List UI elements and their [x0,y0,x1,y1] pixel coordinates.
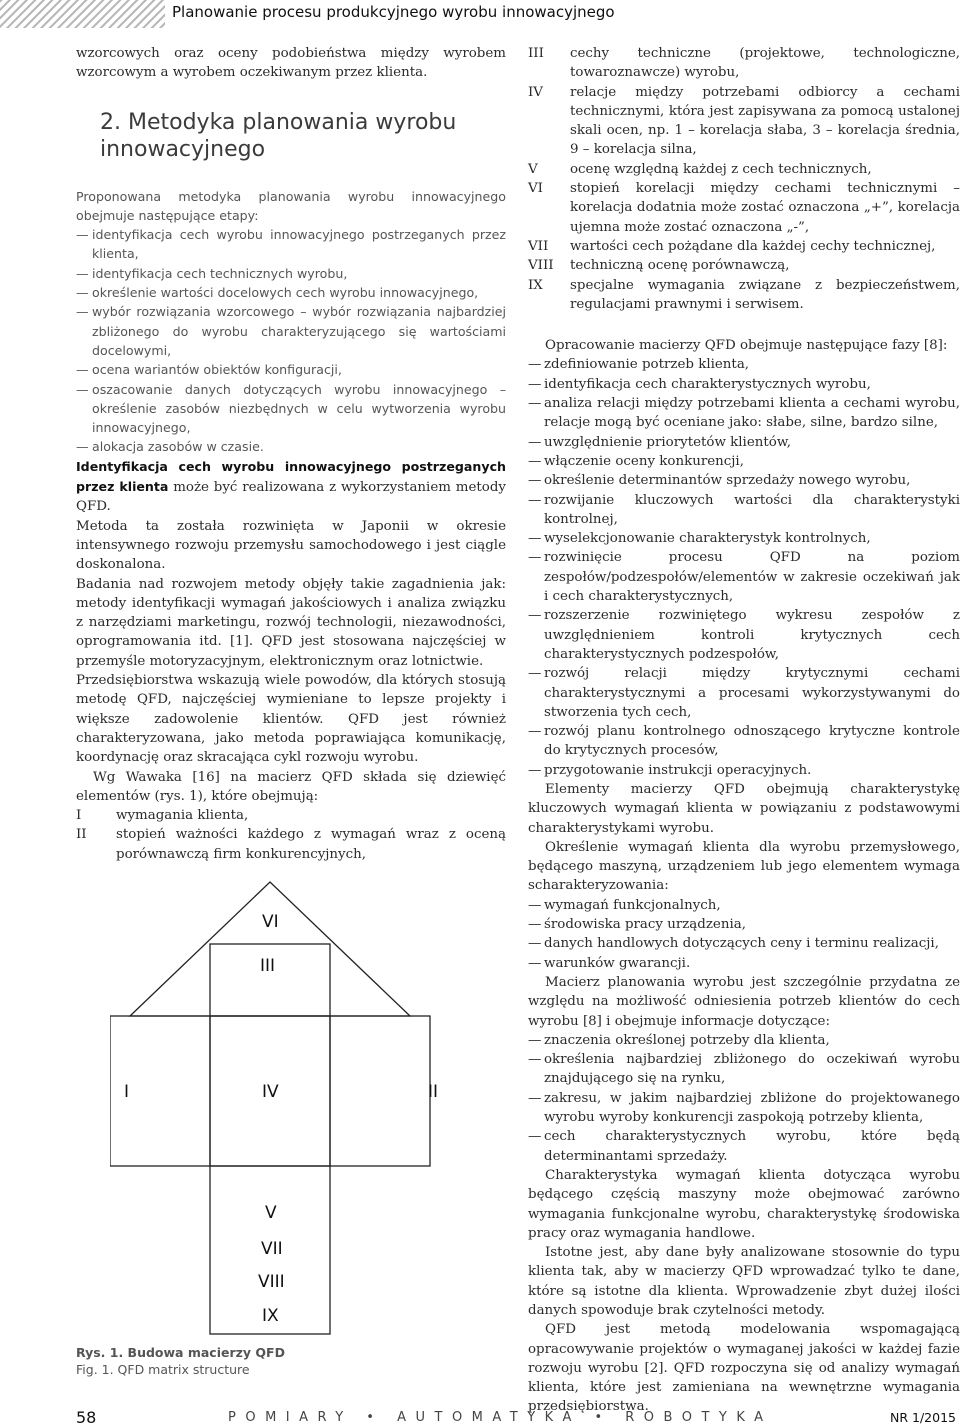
roman-item [528,256,960,275]
page-footer [0,1408,960,1428]
important-paragraph: Istotne jest, aby dane były analizowane stosownie do typu klienta tak, aby w macierzy QFD wprowadzać tylko te dane, które są istotne dla klienta. Wprowadzenie zbyt dużej ilości danych spowoduje brak czytelności metody. [528,1245,960,1318]
requirement-item: — wymagań funkcjonalnych, [528,896,960,915]
phase-item: — przygotowanie instrukcji operacyjnych. [528,761,960,780]
issue-number: NR 1/2015 [890,1410,956,1425]
phase-item: — rozwinięcie procesu QFD na poziom zespołów/podzespołów/elementów w zakresie oczekiwań jak i cech charakterystycznych, [528,548,960,606]
roman-text: ocenę względną każdej z cech technicznych, [570,161,872,177]
roman-text: cechy techniczne (projektowe, technologiczne, towaroznawcze) wyrobu, [570,46,960,81]
running-title: Planowanie procesu produkcyjnego wyrobu innowacyjnego [172,3,615,21]
qfd-house-figure [110,878,470,1343]
phase-item: — określenie determinantów sprzedaży nowego wyrobu, [528,471,960,490]
step-item: — ocena wariantów obiektów konfiguracji, [76,360,506,379]
label-v: V [265,1203,277,1223]
roman-item [528,44,960,83]
phase-item: — zdefiniowanie potrzeb klienta, [528,355,960,374]
left-column [76,44,506,864]
step-item: — określenie wartości docelowych cech wyrobu innowacyjnego, [76,283,506,302]
step-item: — alokacja zasobów w czasie. [76,437,506,456]
phase-item: — rozszerzenie rozwiniętego wykresu zespołów z uwzględnieniem kontroli krytycznych cech charakterystycznych podzespołów, [528,606,960,664]
header-hatch-decoration [0,0,165,28]
section-title-line-1: 2. Metodyka planowania wyrobu [100,109,457,135]
phase-item: — włączenie oceny konkurencji, [528,452,960,471]
roman-text: wartości cech pożądane dla każdej cechy technicznej, [570,238,936,254]
requirements-intro: Określenie wymagań klienta dla wyrobu przemysłowego, będącego maszyną, urządzeniem lub jego elementem wymaga scharakteryzowania: [528,839,960,894]
label-iii: III [260,956,276,976]
phase-item: — identyfikacja cech charakterystycznych wyrobu, [528,375,960,394]
band-iii [210,944,330,1016]
paragraph-2: Badania nad rozwojem metody objęły takie zagadnienia jak: metody identyfikacji wymagań jakościowych i analiza związku z narzędziami marketingu, rozwój technologii, niezawodności, oprogramowania itd. [1]. QFD jest stosowana najczęściej w przemyśle motoryzacyjnym, elektronicznym oraz lotnictwie. [76,576,506,669]
matrix-item: — znaczenia określonej potrzeby dla klienta, [528,1031,960,1050]
label-vii: VII [261,1239,283,1259]
roman-text: stopień korelacji między cechami technicznymi – korelacja dodatnia może zostać oznaczona „+”, korelacja ujemna może zostać oznaczona „-”, [570,181,960,235]
label-iv: IV [262,1082,279,1102]
step-item: — wybór rozwiązania wzorcowego – wybór rozwiązania najbardziej zbliżonego do wyrobu charakteryzującego się wartościami docelowymi, [76,302,506,360]
roman-item [528,179,960,237]
roman-number: III [528,46,544,61]
phase-item: — rozwijanie kluczowych wartości dla charakterystyki kontrolnej, [528,491,960,530]
label-i: I [124,1082,130,1102]
roman-item [528,83,960,160]
phase-item: — analiza relacji między potrzebami klienta a cechami wyrobu, relacje mogą być oceniane jako: słabe, silne, bardzo silne, [528,394,960,433]
roman-number: IV [528,84,543,100]
roman-number: VI [528,181,543,197]
roof-outline [130,882,410,1016]
bold-heading-rest: może być realizowana z wykorzystaniem metody QFD. [76,480,506,515]
characteristics-paragraph: Charakterystyka wymagań klienta dotycząca wyrobu będącego częścią maszyny może obejmować zarówno wymagania funkcjonalne wyrobu, charakterystykę środowiska pracy oraz wymagania handlowe. [528,1167,960,1241]
requirement-item: — środowiska pracy urządzenia, [528,915,960,934]
phase-item: — wyselekcjonowanie charakterystyk kontrolnych, [528,529,960,548]
roman-number: II [76,827,87,843]
roman-item [528,160,960,179]
phase-item: — rozwój relacji między krytycznymi cechami charakterystycznymi a procesami wykorzystywanymi do stworzenia tych cech, [528,664,960,722]
qfd-heading-paragraph [76,457,506,517]
phase-item: — rozwój planu kontrolnego odnoszącego krytyczne kontrole do krytycznych procesów, [528,722,960,761]
page-number: 58 [76,1408,97,1427]
roman-number: I [76,808,82,824]
label-viii: VIII [258,1272,285,1292]
roman-item [528,237,960,256]
qfd-house-diagram [110,878,470,1343]
phases-intro: Opracowanie macierzy QFD obejmuje następujące fazy [8]: [545,338,948,354]
roman-number: V [528,161,538,177]
label-vi: VI [262,912,279,932]
paragraph-4: Wg Wawaka [16] na macierz QFD składa się dziewięć elementów (rys. 1), które obejmują: [76,769,506,804]
roman-text: relacje między potrzebami odbiorcy a cechami technicznymi, która jest zapisywana za pomocą ustalonej skali ocen, np. 1 – korelacja słaba, 3 – korelacja średnia, 9 – korelacja silna, [570,84,960,158]
roman-item [76,806,506,825]
matrix-item: — cech charakterystycznych wyrobu, które będą determinantami sprzedaży. [528,1127,960,1166]
caption-english: Fig. 1. QFD matrix structure [76,1362,250,1377]
matrix-paragraph: Macierz planowania wyrobu jest szczególnie przydatna ze względu na możliwość odniesienia potrzeb klientów do cech wyrobu [8] i obejmuje informacje dotyczące: [528,974,960,1029]
roman-text: wymagania klienta, [116,808,249,824]
paragraph-1: Metoda ta została rozwinięta w Japonii w okresie intensywnego rozwoju przemysłu samochodowego i jest ciągle doskonalona. [76,518,506,573]
label-ix: IX [262,1306,279,1326]
qfd-paragraph: QFD jest metodą modelowania wspomagającą opracowywanie projektów o wymaganej jakości w każdej fazie rozwoju wyrobu [2]. QFD rozpoczyna się od analizy wymagań klienta, które jest zamieniana na wewnętrzne wymagania przedsiębiorstwa. [528,1322,960,1415]
roman-number: VII [528,238,549,254]
bold-heading: Identyfikacja cech wyrobu innowacyjnego postrzeganych przez klienta [76,458,506,495]
roman-item [528,276,960,315]
roman-text: stopień ważności każdego z wymagań wraz z oceną porównawczą firm konkurencyjnych, [116,827,506,862]
step-item: — oszacowanie danych dotyczących wyrobu innowacyjnego – określenie zasobów niezbędnych w celu wytworzenia wyrobu innowacyjnego, [76,380,506,438]
step-item: — identyfikacja cech wyrobu innowacyjnego postrzeganych przez klienta, [76,225,506,264]
section-title-line-2: innowacyjnego [100,136,266,162]
step-item: — identyfikacja cech technicznych wyrobu, [76,264,506,283]
phase-item: — uwzględnienie priorytetów klientów, [528,433,960,452]
cell-ii [330,1016,430,1166]
caption-polish: Rys. 1. Budowa macierzy QFD [76,1345,285,1360]
requirement-item: — danych handlowych dotyczących ceny i terminu realizacji, [528,934,960,953]
page-header [0,0,960,30]
roman-text: specjalne wymagania związane z bezpieczeństwem, regulacjami prawnymi i serwisem. [570,277,960,312]
matrix-item: — określenia najbardziej zbliżonego do oczekiwań wyrobu znajdującego się na rynku, [528,1050,960,1089]
roman-text: techniczną ocenę porównawczą, [570,258,790,274]
roman-item [76,825,506,864]
steps-block [76,187,506,457]
journal-name: POMIARY • AUTOMATYKA • ROBOTYKA [228,1410,773,1425]
matrix-item: — zakresu, w jakim najbardziej zbliżone do projektowanego wyrobu wyroby konkurencji zaspokoją potrzeby klienta, [528,1089,960,1128]
roman-number: IX [528,277,543,293]
right-column [528,44,960,1417]
figure-captions [76,1344,285,1378]
requirement-item: — warunków gwarancji. [528,954,960,973]
intro-paragraph: wzorcowych oraz oceny podobieństwa między wyrobem wzorcowym a wyrobem oczekiwanym przez klienta. [76,46,506,81]
roman-number: VIII [528,258,554,274]
elements-paragraph: Elementy macierzy QFD obejmują charakterystykę kluczowych wymagań klienta w powiązaniu z podstawowymi charakterystykami wyrobu. [528,781,960,836]
paragraph-3: Przedsiębiorstwa wskazują wiele powodów, dla których stosują metodę QFD, najczęściej wymieniane to lepsze projekty i większe zadowolenie klientów. QFD jest również charakteryzowana, jako metoda poprawiająca komunikację, koordynację oraz skracająca cykl rozwoju wyrobu. [76,673,506,766]
steps-intro: Proponowana metodyka planowania wyrobu innowacyjnego obejmuje następujące etapy: [76,188,506,223]
section-title [100,109,506,163]
label-ii: II [428,1082,439,1102]
